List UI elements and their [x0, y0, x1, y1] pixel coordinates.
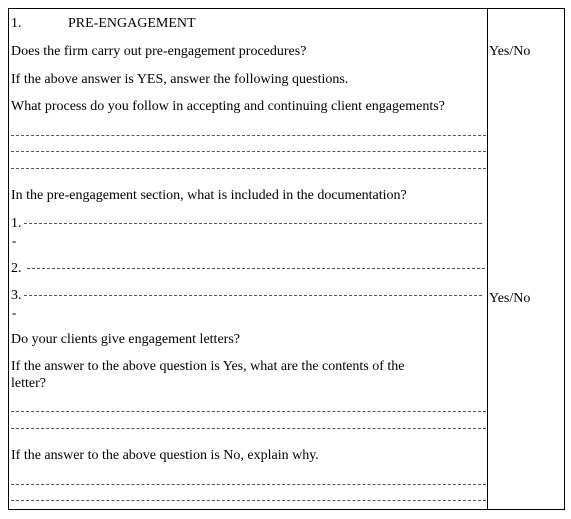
item-1-answer-line[interactable] — [24, 223, 482, 224]
column-divider — [487, 9, 488, 509]
item-1-continuation-mark: - — [12, 233, 17, 248]
instruction-if-yes: If the above answer is YES, answer the following questions. — [11, 72, 349, 87]
explain-line-1[interactable] — [11, 484, 486, 485]
question-documentation: In the pre-engagement section, what is included in the documentation? — [11, 188, 407, 203]
question-accepting-engagements: What process do you follow in accepting and continuing client engagements? — [11, 99, 445, 114]
item-2-answer-line[interactable] — [27, 268, 485, 269]
explain-line-2[interactable] — [11, 500, 486, 501]
section-number: 1. — [11, 16, 22, 31]
answer-line-1[interactable] — [11, 135, 486, 136]
item-3-answer-line[interactable] — [24, 295, 482, 296]
question-letter-contents-line2: letter? — [11, 376, 46, 391]
item-number-2: 2. — [11, 261, 22, 276]
answer-line-3[interactable] — [11, 168, 486, 169]
question-letter-contents-line1: If the answer to the above question is Yes, what are the contents of the — [11, 359, 405, 374]
letter-contents-line-2[interactable] — [11, 428, 486, 429]
answer-yes-no-2[interactable]: Yes/No — [489, 291, 531, 306]
section-title: PRE-ENGAGEMENT — [68, 16, 196, 31]
answer-line-2[interactable] — [11, 151, 486, 152]
letter-contents-line-1[interactable] — [11, 411, 486, 412]
question-explain-why: If the answer to the above question is No, explain why. — [11, 448, 319, 463]
question-pre-engagement-procedures: Does the firm carry out pre-engagement procedures? — [11, 44, 307, 59]
item-3-continuation-mark: - — [12, 305, 17, 320]
answer-yes-no-1[interactable]: Yes/No — [489, 44, 531, 59]
item-number-1: 1. — [11, 216, 22, 231]
question-engagement-letters: Do your clients give engagement letters? — [11, 332, 240, 347]
item-number-3: 3. — [11, 288, 22, 303]
